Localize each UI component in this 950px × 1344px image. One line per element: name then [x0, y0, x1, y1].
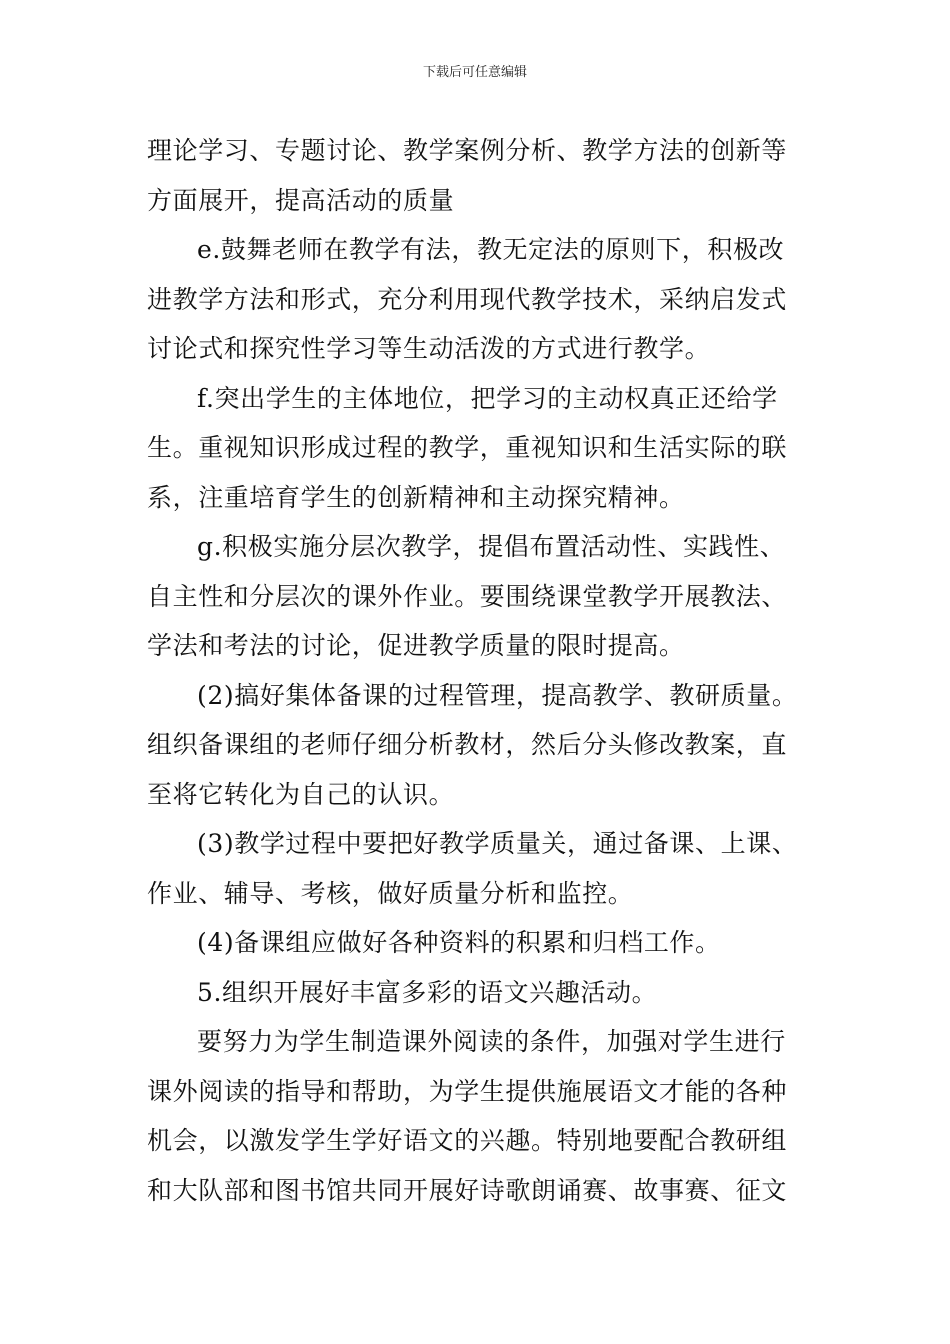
page-header: 下载后可任意编辑 — [422, 65, 527, 80]
paragraph — [147, 968, 807, 1018]
text-line: (4)备课组应做好各种资料的积累和归档工作。 — [197, 928, 721, 957]
text-line: 和大队部和图书馆共同开展好诗歌朗诵赛、故事赛、征文 — [147, 1175, 788, 1205]
text-line: 组织备课组的老师仔细分析教材，然后分头修改教案，直 — [147, 730, 788, 759]
text-line: 至将它转化为自己的认识。 — [147, 779, 455, 809]
text-line: 作业、辅导、考核，做好质量分析和监控。 — [147, 878, 634, 908]
paragraph — [147, 671, 807, 820]
text-line: 系，注重培育学生的创新精神和主动探究精神。 — [147, 482, 685, 512]
text-line: 生。重视知识形成过程的教学，重视知识和生活实际的联 — [147, 433, 788, 462]
paragraph — [147, 225, 807, 374]
text-line: 机会，以激发学生学好语文的兴趣。特别地要配合教研组 — [147, 1126, 788, 1155]
paragraph — [147, 522, 807, 671]
text-line: e.鼓舞老师在教学有法，教无定法的原则下，积极改 — [197, 235, 785, 264]
text-line: 讨论式和探究性学习等生动活泼的方式进行教学。 — [147, 334, 711, 363]
paragraph — [147, 918, 807, 968]
text-line: 要努力为学生制造课外阅读的条件，加强对学生进行 — [197, 1027, 786, 1056]
paragraph — [147, 819, 807, 918]
text-line: f.突出学生的主体地位，把学习的主动权真正还给学 — [197, 383, 778, 413]
text-line: 自主性和分层次的课外作业。要围绕课堂教学开展教法、 — [147, 581, 788, 611]
text-line: (3)教学过程中要把好教学质量关，通过备课、上课、 — [197, 829, 798, 858]
text-line: 进教学方法和形式，充分利用现代教学技术，采纳启发式 — [147, 284, 788, 314]
text-line: 方面展开，提高活动的质量 — [147, 185, 455, 215]
paragraph — [147, 374, 807, 523]
text-line: 课外阅读的指导和帮助，为学生提供施展语文才能的各种 — [147, 1076, 788, 1106]
text-line: 5.组织开展好丰富多彩的语文兴趣活动。 — [197, 977, 658, 1007]
document-body — [147, 126, 807, 1215]
paragraph — [147, 1017, 807, 1215]
text-line: g.积极实施分层次教学，提倡布置活动性、实践性、 — [197, 532, 786, 561]
text-line: (2)搞好集体备课的过程管理，提高教学、教研质量。 — [197, 680, 798, 710]
text-line: 学法和考法的讨论，促进教学质量的限时提高。 — [147, 631, 685, 660]
text-line: 理论学习、专题讨论、教学案例分析、教学方法的创新等 — [147, 136, 788, 165]
paragraph — [147, 126, 807, 225]
